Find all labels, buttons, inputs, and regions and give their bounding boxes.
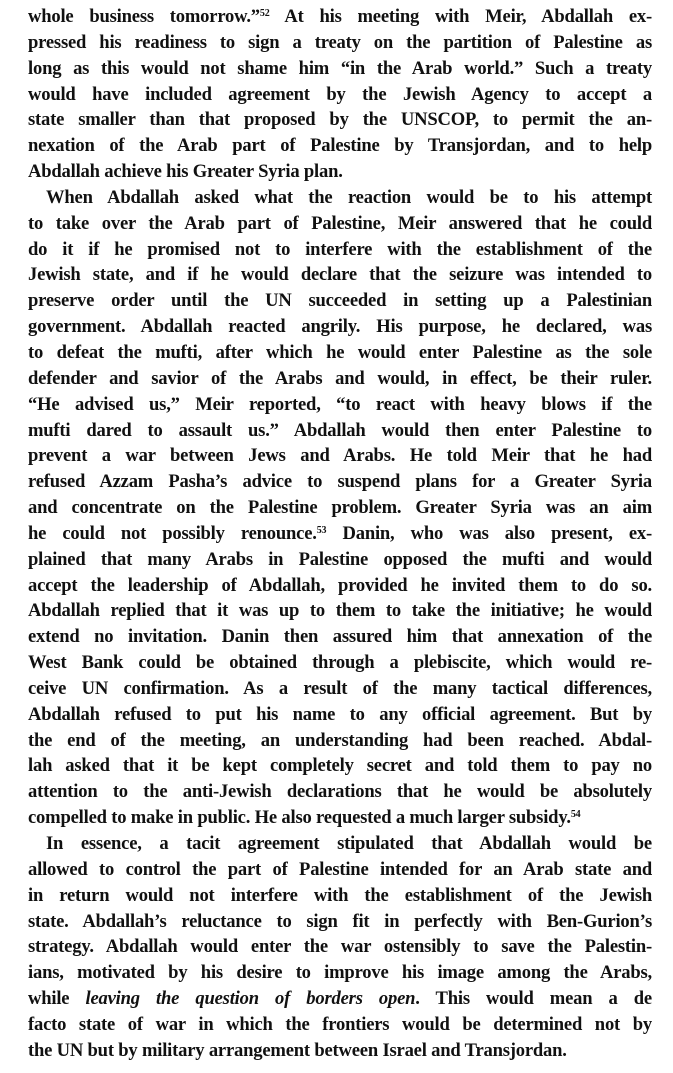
paragraph-1 bbox=[28, 4, 652, 185]
text-segment: Abdallah replied that it was up to them to take the initiative; he would bbox=[28, 600, 652, 622]
text-segment: mufti dared to assault us.” Abdallah would then enter Palestine to bbox=[28, 419, 652, 441]
footnote-marker: 53 bbox=[316, 524, 327, 536]
text-segment: Danin, who was also present, ex- bbox=[326, 522, 652, 544]
text-segment: At his meeting with Meir, Abdallah ex- bbox=[269, 6, 652, 27]
text-line bbox=[28, 4, 652, 30]
text-segment: West Bank could be obtained through a plebiscite, which would re- bbox=[28, 652, 652, 674]
text-segment: in return would not interfere with the establishment of the Jewish bbox=[28, 884, 652, 906]
text-segment: whole business tomorrow.” bbox=[28, 6, 260, 27]
text-line bbox=[28, 469, 652, 495]
text-segment: Abdallah refused to put his name to any official agreement. But by bbox=[28, 703, 652, 725]
text-segment: government. Abdallah reacted angrily. His purpose, he declared, was bbox=[28, 316, 652, 338]
text-line bbox=[28, 159, 652, 185]
text-segment: and concentrate on the Palestine problem. Greater Syria was an aim bbox=[28, 497, 652, 519]
text-segment: Jewish state, and if he would declare that the seizure was intended to bbox=[28, 264, 652, 286]
text-segment: In essence, a tacit agreement stipulated that Abdallah would be bbox=[46, 833, 652, 854]
text-line bbox=[28, 676, 652, 702]
text-line bbox=[28, 495, 652, 521]
text-segment: strategy. Abdallah would enter the war ostensibly to save the Palestin- bbox=[28, 936, 652, 958]
text-line bbox=[28, 831, 652, 857]
text-line bbox=[28, 573, 652, 599]
text-line bbox=[28, 288, 652, 314]
text-line bbox=[28, 624, 652, 650]
text-line bbox=[28, 133, 652, 159]
text-line bbox=[28, 598, 652, 624]
document-page bbox=[28, 4, 652, 1064]
text-segment: nexation of the Arab part of Palestine by Transjordan, and to help bbox=[28, 135, 652, 157]
text-line bbox=[28, 340, 652, 366]
text-segment: prevent a war between Jews and Arabs. He told Meir that he had bbox=[28, 445, 652, 467]
text-line bbox=[28, 960, 652, 986]
paragraph-2 bbox=[28, 185, 652, 831]
text-line bbox=[28, 392, 652, 418]
text-line bbox=[28, 1038, 652, 1064]
text-line bbox=[28, 185, 652, 211]
text-segment: the UN but by military arrangement between Israel and Transjordan. bbox=[28, 1039, 567, 1061]
text-line bbox=[28, 418, 652, 444]
text-segment: When Abdallah asked what the reaction would be to his attempt bbox=[46, 186, 652, 208]
text-line bbox=[28, 107, 652, 133]
text-segment: lah asked that it be kept completely secret and told them to pay no bbox=[28, 755, 652, 777]
paragraph-3 bbox=[28, 831, 652, 1064]
text-line bbox=[28, 237, 652, 263]
text-line bbox=[28, 650, 652, 676]
text-line bbox=[28, 314, 652, 340]
text-segment: . This would mean a de bbox=[415, 988, 652, 1010]
text-segment: ians, motivated by his desire to improve his image among the Arabs, bbox=[28, 962, 652, 984]
text-line bbox=[28, 366, 652, 392]
text-line bbox=[28, 82, 652, 108]
text-line bbox=[28, 30, 652, 56]
text-segment: plained that many Arabs in Palestine opposed the mufti and would bbox=[28, 548, 652, 570]
text-line bbox=[28, 805, 652, 831]
text-line bbox=[28, 986, 652, 1012]
text-line bbox=[28, 547, 652, 573]
text-segment: defender and savior of the Arabs and would, in effect, be their ruler. bbox=[28, 367, 652, 389]
text-segment: while bbox=[28, 988, 86, 1010]
text-segment: to defeat the mufti, after which he would enter Palestine as the sole bbox=[28, 341, 652, 363]
text-line bbox=[28, 1012, 652, 1038]
text-line bbox=[28, 934, 652, 960]
text-line bbox=[28, 883, 652, 909]
text-segment: compelled to make in public. He also requested a much larger subsidy. bbox=[28, 807, 571, 829]
text-segment: preserve order until the UN succeeded in setting up a Palestinian bbox=[28, 290, 652, 312]
text-line bbox=[28, 443, 652, 469]
text-segment: Abdallah achieve his Greater Syria plan. bbox=[28, 161, 343, 183]
text-segment: pressed his readiness to sign a treaty on the partition of Palestine as bbox=[28, 31, 652, 53]
text-segment: extend no invitation. Danin then assured him that annexation of the bbox=[28, 626, 652, 648]
text-segment: refused Azzam Pasha’s advice to suspend plans for a Greater Syria bbox=[28, 471, 652, 493]
text-line bbox=[28, 909, 652, 935]
text-line bbox=[28, 521, 652, 547]
text-segment: ceive UN confirmation. As a result of the many tactical differences, bbox=[28, 677, 652, 699]
text-line bbox=[28, 702, 652, 728]
text-line bbox=[28, 56, 652, 82]
italic-text: leaving the question of borders open bbox=[85, 988, 416, 1010]
text-segment: would have included agreement by the Jewish Agency to accept a bbox=[28, 83, 652, 105]
text-segment: allowed to control the part of Palestine intended for an Arab state and bbox=[28, 858, 652, 880]
text-line bbox=[28, 779, 652, 805]
text-segment: do it if he promised not to interfere with the establishment of the bbox=[28, 238, 652, 260]
footnote-marker: 52 bbox=[259, 8, 270, 19]
text-line bbox=[28, 728, 652, 754]
text-segment: state. Abdallah’s reluctance to sign fit in perfectly with Ben-Gurion’s bbox=[28, 910, 652, 932]
text-line bbox=[28, 857, 652, 883]
text-segment: he could not possibly renounce. bbox=[28, 522, 317, 544]
text-segment: the end of the meeting, an understanding had been reached. Abdal- bbox=[28, 729, 652, 751]
text-segment: accept the leadership of Abdallah, provided he invited them to do so. bbox=[28, 574, 652, 596]
text-segment: “He advised us,” Meir reported, “to react with heavy blows if the bbox=[28, 393, 652, 415]
text-line bbox=[28, 753, 652, 779]
text-segment: state smaller than that proposed by the UNSCOP, to permit the an- bbox=[28, 109, 652, 131]
text-segment: long as this would not shame him “in the Arab world.” Such a treaty bbox=[28, 57, 652, 79]
text-line bbox=[28, 262, 652, 288]
text-line bbox=[28, 211, 652, 237]
text-segment: to take over the Arab part of Palestine, Meir answered that he could bbox=[28, 212, 652, 234]
footnote-marker: 54 bbox=[570, 809, 581, 821]
text-segment: attention to the anti-Jewish declarations that he would be absolutely bbox=[28, 781, 652, 803]
text-segment: facto state of war in which the frontiers would be determined not by bbox=[28, 1013, 652, 1035]
